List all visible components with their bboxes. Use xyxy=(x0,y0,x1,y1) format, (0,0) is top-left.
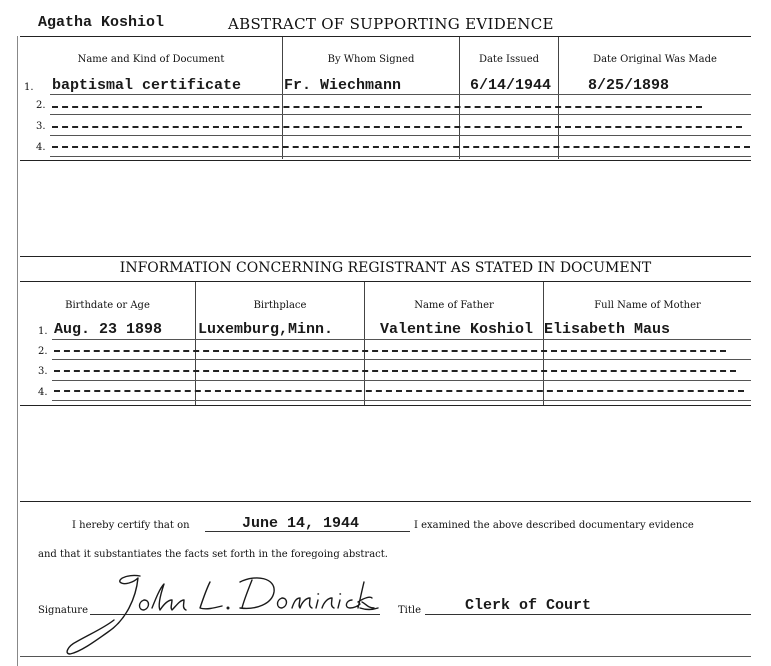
info-row1-birthplace: Luxemburg,Minn. xyxy=(198,321,334,338)
doc-table-bottom-rule xyxy=(20,160,751,161)
info-col-divider xyxy=(195,282,196,406)
doc-row-line xyxy=(50,94,751,95)
info-section-top-rule xyxy=(20,256,751,257)
title-label: Title xyxy=(398,605,422,616)
doc-col-divider xyxy=(459,37,460,159)
doc-row-number: 4. xyxy=(36,142,46,153)
doc-col-divider xyxy=(558,37,559,159)
col-head-document-name: Name and Kind of Document xyxy=(77,54,225,65)
info-row-line xyxy=(52,400,751,401)
info-table-bottom-rule xyxy=(20,405,751,406)
col-head-signed-by: By Whom Signed xyxy=(327,54,415,65)
info-row-line xyxy=(52,380,751,381)
signature-image xyxy=(60,568,380,660)
info-row-number: 2. xyxy=(38,346,48,357)
cert-line2: and that it substantiates the facts set forth in the foregoing abstract. xyxy=(38,549,388,560)
col-head-date-issued: Date Issued xyxy=(478,54,540,65)
doc-col-divider xyxy=(282,37,283,159)
info-row-line xyxy=(52,359,751,360)
doc-row-number: 2. xyxy=(36,100,46,111)
left-margin-rule xyxy=(17,36,18,666)
doc-row-number: 1. xyxy=(24,82,34,93)
info-row1-birthdate: Aug. 23 1898 xyxy=(54,321,163,338)
doc-row-blank xyxy=(52,126,742,128)
info-row-blank xyxy=(54,350,726,352)
doc-table-top-rule xyxy=(20,36,751,37)
info-col-divider xyxy=(543,282,544,406)
col-head-father: Name of Father xyxy=(414,300,494,311)
cert-top-rule xyxy=(20,501,751,502)
title-line xyxy=(425,614,751,615)
doc-row-number: 3. xyxy=(36,121,46,132)
col-head-mother: Full Name of Mother xyxy=(594,300,701,311)
title-value: Clerk of Court xyxy=(465,597,592,614)
col-head-date-original: Date Original Was Made xyxy=(593,54,717,65)
doc-row1-date-issued: 6/14/1944 xyxy=(470,77,552,94)
info-row-blank xyxy=(54,390,744,392)
info-row1-father: Valentine Koshiol xyxy=(380,321,534,338)
form-title: ABSTRACT OF SUPPORTING EVIDENCE xyxy=(228,15,554,33)
doc-row-blank xyxy=(52,146,750,148)
doc-row-line xyxy=(50,135,751,136)
info-col-divider xyxy=(364,282,365,406)
registrant-name: Agatha Koshiol xyxy=(38,14,165,31)
cert-date-line xyxy=(205,531,410,532)
cert-text-after: I examined the above described documentary evidence xyxy=(414,520,694,531)
col-head-birthplace: Birthplace xyxy=(253,300,307,311)
bottom-rule xyxy=(20,656,751,657)
doc-row1-signed-by: Fr. Wiechmann xyxy=(284,77,402,94)
info-row1-mother: Elisabeth Maus xyxy=(544,321,671,338)
info-row-blank xyxy=(54,370,736,372)
info-row-number: 3. xyxy=(38,366,48,377)
doc-row-line xyxy=(50,114,751,115)
info-row-number: 1. xyxy=(38,326,48,337)
doc-row1-date-original: 8/25/1898 xyxy=(588,77,670,94)
doc-row-line xyxy=(50,156,751,157)
cert-text-before: I hereby certify that on xyxy=(72,520,190,531)
info-row-line xyxy=(52,339,751,340)
col-head-birthdate: Birthdate or Age xyxy=(65,300,150,311)
cert-date: June 14, 1944 xyxy=(242,515,360,532)
info-table-top-rule xyxy=(20,281,751,282)
signature-label: Signature xyxy=(38,605,89,616)
info-section-title: INFORMATION CONCERNING REGISTRANT AS STATED IN DOCUMENT xyxy=(119,260,652,276)
info-row-number: 4. xyxy=(38,387,48,398)
doc-row-blank xyxy=(52,106,702,108)
doc-row1-name: baptismal certificate xyxy=(52,77,242,94)
